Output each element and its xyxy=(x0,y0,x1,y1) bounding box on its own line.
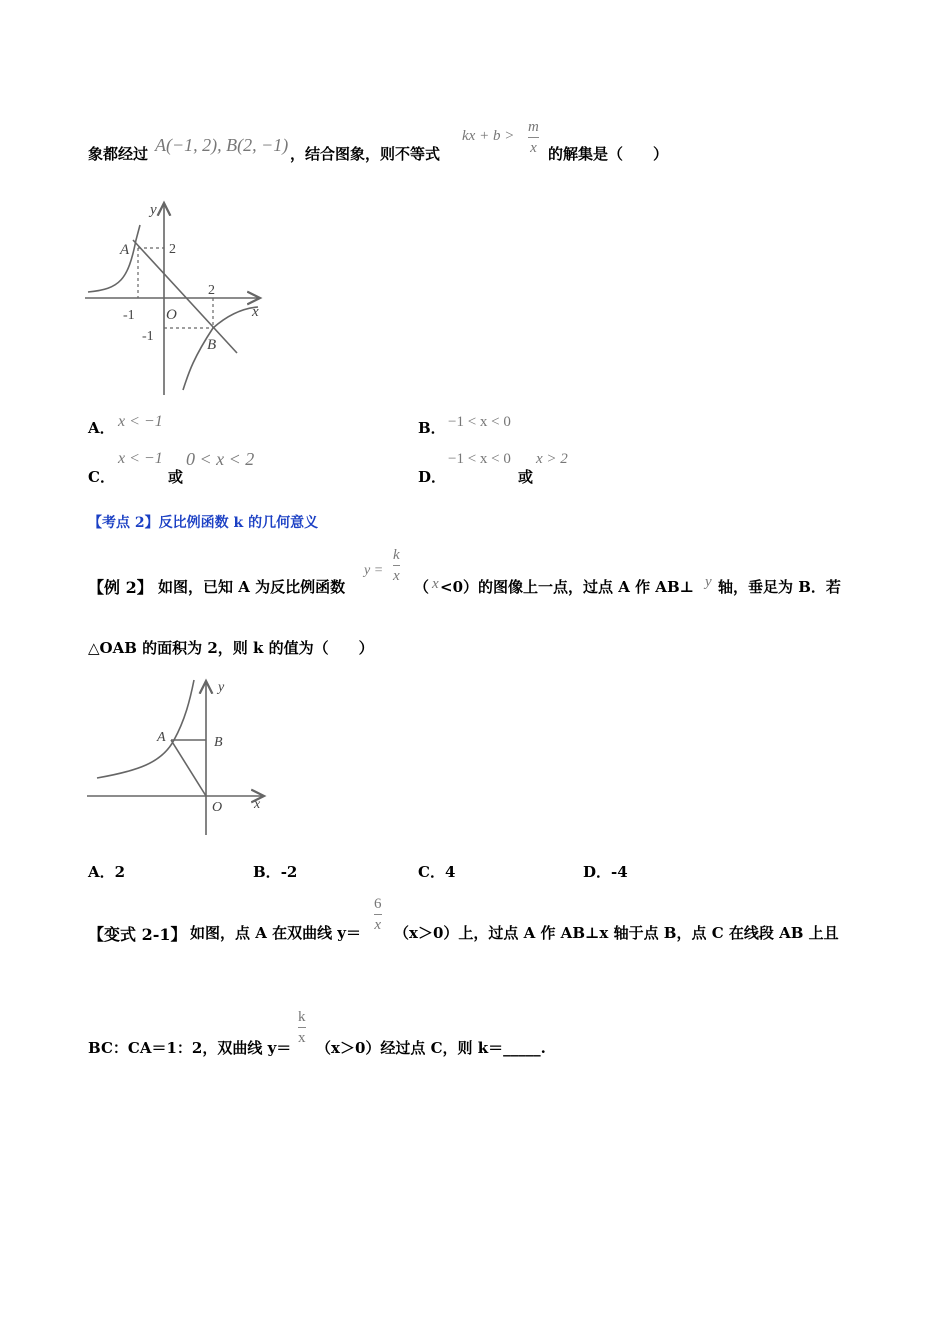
q1-fraction-num: m xyxy=(528,119,539,135)
q1-option-a-label: A． xyxy=(88,419,115,437)
var21-fraction2-den: x xyxy=(298,1030,306,1046)
ex2-option-a-label: A． xyxy=(88,863,115,881)
q1-mid-text: ，结合图象，则不等式 xyxy=(290,145,441,163)
var21-text2: （x＞0）上，过点 A 作 AB⊥x 轴于点 B，点 C 在线段 AB 上且 xyxy=(394,924,839,942)
section-heading: 【考点 2】反比例函数 k 的几何意义 xyxy=(88,515,319,531)
q1-tick-2-x: 2 xyxy=(208,283,215,298)
q1-fraction-den: x xyxy=(530,140,537,156)
q1-option-a-math: x < −1 xyxy=(118,413,163,430)
ex2-option-b-label: B． xyxy=(253,863,281,881)
ex2-option-d-value: -4 xyxy=(611,863,628,881)
q1-option-d-math2: x > 2 xyxy=(536,451,568,467)
ex2-hyperbola xyxy=(97,680,194,778)
ex2-segment-ao xyxy=(171,740,206,796)
q1-points-math: A(−1, 2), B(2, −1) xyxy=(155,135,289,155)
var21-fraction2 xyxy=(298,1008,306,1047)
q1-option-c-math2: 0 < x < 2 xyxy=(186,449,255,469)
ex2-fraction xyxy=(393,546,400,585)
ex2-fraction-num: k xyxy=(393,547,400,563)
ex2-label-y: y xyxy=(218,680,225,695)
q1-option-d-label: D． xyxy=(418,468,447,486)
ex2-cond-var: x xyxy=(432,576,439,592)
q1-label-y: y xyxy=(150,202,157,218)
ex2-label-o: O xyxy=(212,800,223,815)
ex2-cond-rest: <0）的图像上一点，过点 A 作 AB⊥ xyxy=(440,578,695,596)
ex2-option-a-value: 2 xyxy=(114,863,126,881)
ex2-cond-open: （ xyxy=(414,578,430,596)
ex2-label-x: x xyxy=(254,797,261,812)
ex2-option-d-label: D． xyxy=(583,863,612,881)
ex2-func-y: y = xyxy=(364,563,384,578)
var21-fraction xyxy=(374,895,382,934)
ex2-label-b: B xyxy=(214,735,223,750)
var21-line2-b-text: （x＞0）经过点 C，则 k＝ xyxy=(316,1039,504,1057)
ex2-label: 【例 2】 xyxy=(88,578,153,597)
q1-fraction xyxy=(528,118,539,157)
q1-option-d-math1: −1 < x < 0 xyxy=(448,451,511,467)
var21-fraction-num: 6 xyxy=(374,896,382,912)
ex2-option-d xyxy=(583,861,628,882)
ex2-option-b xyxy=(253,861,297,882)
q1-label-o: O xyxy=(166,307,177,323)
var21-fraction2-bar xyxy=(298,1027,306,1028)
q1-fraction-bar xyxy=(528,137,539,138)
ex2-text1: 如图，已知 A 为反比例函数 xyxy=(158,578,346,596)
q1-tick-neg1-x: -1 xyxy=(123,308,135,323)
q1-hyperbola-right xyxy=(183,307,258,390)
ex2-line2: △OAB 的面积为 2，则 k 的值为（ ） xyxy=(88,639,374,657)
var21-line2-b xyxy=(316,1037,546,1058)
q1-option-d-or: 或 xyxy=(518,468,534,486)
var21-fraction2-num: k xyxy=(298,1009,306,1025)
q1-label-b: B xyxy=(207,337,217,353)
q1-figure xyxy=(80,195,280,400)
ex2-option-b-value: -2 xyxy=(280,863,298,881)
ex2-fraction-bar xyxy=(393,565,400,566)
ex2-figure xyxy=(82,675,272,840)
ex2-option-c xyxy=(418,861,455,882)
ex2-option-a xyxy=(88,861,125,882)
var21-line2-a: BC：CA＝1：2，双曲线 y＝ xyxy=(88,1039,292,1057)
q1-lead-text: 象都经过 xyxy=(88,145,149,163)
q1-option-c-label: C． xyxy=(88,468,115,486)
q1-tick-neg1-y: -1 xyxy=(142,329,154,344)
q1-label-x: x xyxy=(252,304,259,320)
ex2-option-c-label: C． xyxy=(418,863,445,881)
ex2-option-c-value: 4 xyxy=(444,863,456,881)
q1-tick-2-y: 2 xyxy=(169,242,176,257)
var21-end-period: . xyxy=(540,1039,546,1057)
ex2-axis-y: y xyxy=(705,574,712,590)
q1-option-b-label: B． xyxy=(418,419,446,437)
q1-option-c-or: 或 xyxy=(168,468,184,486)
q1-label-a: A xyxy=(120,242,130,258)
ex2-label-a: A xyxy=(157,730,166,745)
q1-inequality-left: kx + b > xyxy=(462,128,515,144)
q1-option-c-math1: x < −1 xyxy=(118,450,163,467)
var21-fraction-den: x xyxy=(374,917,382,933)
ex2-fraction-den: x xyxy=(393,568,400,584)
q1-option-b-math: −1 < x < 0 xyxy=(448,414,511,430)
var21-label: 【变式 2-1】 xyxy=(88,925,187,944)
q1-tail-text: 的解集是（ ） xyxy=(548,145,669,163)
ex2-text2: 轴，垂足为 B．若 xyxy=(718,578,841,596)
var21-text1: 如图，点 A 在双曲线 y＝ xyxy=(190,924,362,942)
var21-fraction-bar xyxy=(374,914,382,915)
var21-answer-blank[interactable]: _____ xyxy=(503,1039,541,1057)
q1-hyperbola-left xyxy=(88,225,140,292)
